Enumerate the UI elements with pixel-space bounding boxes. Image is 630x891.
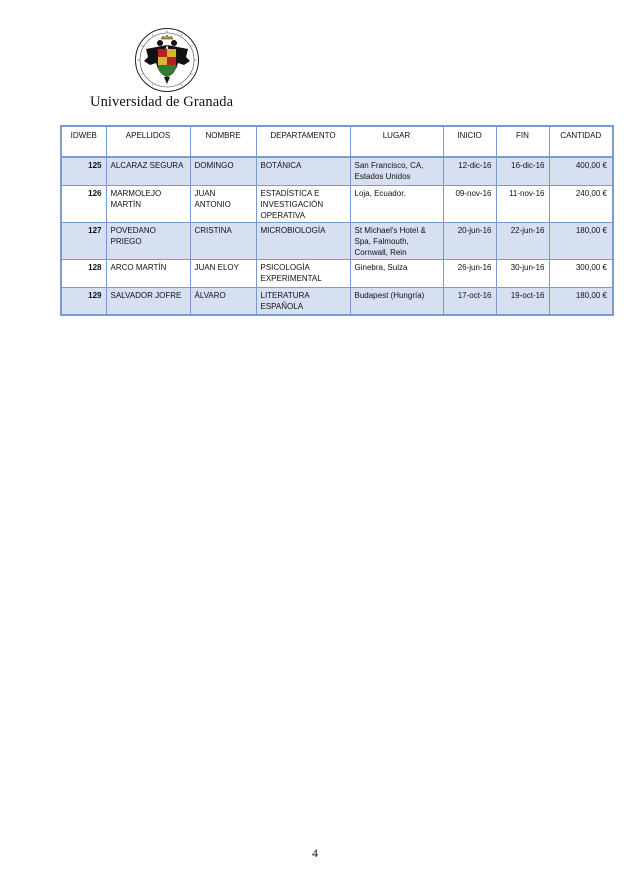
cell-cantidad: 180,00 € xyxy=(549,287,613,315)
cell-inicio: 17-oct-16 xyxy=(443,287,496,315)
cell-nombre: ÁLVARO xyxy=(190,287,256,315)
cell-apellidos: MARMOLEJO MARTÍN xyxy=(106,185,190,222)
university-name: Universidad de Granada xyxy=(90,94,234,110)
cell-idweb: 127 xyxy=(61,222,106,259)
page-number: 4 xyxy=(312,846,318,860)
column-header-fin: FIN xyxy=(496,126,549,157)
travel-grants-table xyxy=(60,125,614,316)
table-row xyxy=(61,222,613,259)
cell-lugar: San Francisco, CA, Estados Unidos xyxy=(350,157,443,185)
column-header-cantidad: CANTIDAD xyxy=(549,126,613,157)
cell-cantidad: 180,00 € xyxy=(549,222,613,259)
university-seal-logo xyxy=(134,27,200,93)
cell-fin: 30-jun-16 xyxy=(496,259,549,287)
column-header-inicio: INICIO xyxy=(443,126,496,157)
column-header-lugar: LUGAR xyxy=(350,126,443,157)
cell-departamento: ESTADÍSTICA E INVESTIGACIÓN OPERATIVA xyxy=(256,185,350,222)
table-header-row xyxy=(61,126,613,157)
cell-nombre: JUAN ELOY xyxy=(190,259,256,287)
cell-nombre: CRISTINA xyxy=(190,222,256,259)
cell-idweb: 126 xyxy=(61,185,106,222)
column-header-nombre: NOMBRE xyxy=(190,126,256,157)
cell-cantidad: 300,00 € xyxy=(549,259,613,287)
cell-lugar: Loja, Ecuador. xyxy=(350,185,443,222)
cell-departamento: PSICOLOGÍA EXPERIMENTAL xyxy=(256,259,350,287)
cell-idweb: 125 xyxy=(61,157,106,185)
cell-inicio: 20-jun-16 xyxy=(443,222,496,259)
cell-apellidos: ALCARAZ SEGURA xyxy=(106,157,190,185)
cell-inicio: 09-nov-16 xyxy=(443,185,496,222)
cell-departamento: LITERATURA ESPAÑOLA xyxy=(256,287,350,315)
cell-idweb: 129 xyxy=(61,287,106,315)
cell-departamento: BOTÁNICA xyxy=(256,157,350,185)
cell-departamento: MICROBIOLOGÍA xyxy=(256,222,350,259)
cell-apellidos: ARCO MARTÍN xyxy=(106,259,190,287)
cell-fin: 11-nov-16 xyxy=(496,185,549,222)
cell-fin: 16-dic-16 xyxy=(496,157,549,185)
cell-apellidos: POVEDANO PRIEGO xyxy=(106,222,190,259)
cell-cantidad: 240,00 € xyxy=(549,185,613,222)
table-row xyxy=(61,185,613,222)
column-header-apellidos: APELLIDOS xyxy=(106,126,190,157)
cell-lugar: Budapest (Hungría) xyxy=(350,287,443,315)
cell-fin: 19-oct-16 xyxy=(496,287,549,315)
cell-lugar: St Michael's Hotel & Spa, Falmouth, Cornwall, Rein xyxy=(350,222,443,259)
cell-cantidad: 400,00 € xyxy=(549,157,613,185)
cell-inicio: 12-dic-16 xyxy=(443,157,496,185)
column-header-idweb: IDWEB xyxy=(61,126,106,157)
table-row xyxy=(61,157,613,185)
table-row xyxy=(61,259,613,287)
cell-fin: 22-jun-16 xyxy=(496,222,549,259)
cell-inicio: 26-jun-16 xyxy=(443,259,496,287)
table-row xyxy=(61,287,613,315)
cell-idweb: 128 xyxy=(61,259,106,287)
cell-nombre: DOMINGO xyxy=(190,157,256,185)
cell-lugar: Ginebra, Suiza xyxy=(350,259,443,287)
column-header-departamento: DEPARTAMENTO xyxy=(256,126,350,157)
cell-nombre: JUAN ANTONIO xyxy=(190,185,256,222)
cell-apellidos: SALVADOR JOFRE xyxy=(106,287,190,315)
